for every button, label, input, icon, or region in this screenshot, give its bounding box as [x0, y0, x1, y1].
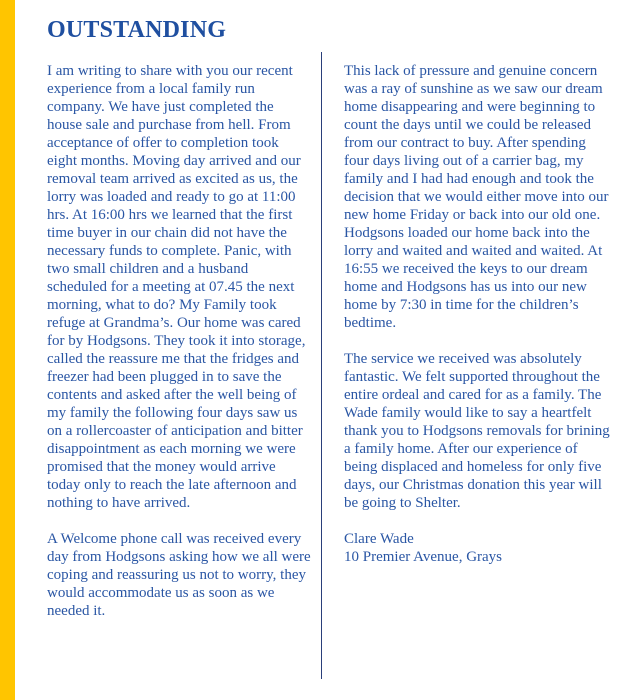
right-paragraph-2: The service we received was absolutely fantastic. We felt supported throughout the entire ordeal and cared for as a family. The Wade family would like to say a heartfelt thank you to Hodgsons removals for brining a family home. After our experience of being displaced and homeless for only five days, our Christmas donation this year will be going to Shelter.	[344, 351, 610, 511]
right-column	[344, 62, 610, 566]
accent-side-bar	[0, 0, 15, 700]
column-divider	[321, 52, 322, 679]
right-paragraph-1: This lack of pressure and genuine concern was a ray of sunshine as we saw our dream home disappearing and were beginning to count the days until we could be released from our contract to buy. After spending four days living out of a carrier bag, my family and I had had enough and took the decision that we would either move into our new home Friday or back into our old one. Hodgsons loaded our home back into the lorry and waited and waited and waited. At 16:55 we received the keys to our dream home and Hodgsons has us into our new home by 7:30 in time for the children’s bedtime.	[344, 63, 609, 331]
page-title: OUTSTANDING	[47, 17, 227, 43]
left-paragraph-1: I am writing to share with you our recent experience from a local family run company. We have just completed the house sale and purchase from hell. From acceptance of offer to completion took eight months. Moving day arrived and our removal team arrived as excited as us, the lorry was loaded and ready to go at 11:00 hrs. At 16:00 hrs we learned that the first time buyer in our chain did not have the necessary funds to complete. Panic, with two small children and a husband scheduled for a meeting at 07.45 the next morning, what to do? My Family took refuge at Grandma’s. Our home was cared for by Hodgsons. They took it into storage, called the reassure me that the fridges and freezer had been plugged in to save the contents and asked after the well being of my family the following four days saw us on a rollercoaster of anticipation and bitter disappointment as each morning we were promised that the money would arrive today only to reach the late afternoon and nothing to have arrived.	[47, 63, 306, 511]
signature-block	[344, 530, 610, 566]
signature-address: 10 Premier Avenue, Grays	[344, 549, 503, 565]
left-column	[47, 62, 311, 638]
left-paragraph-2: A Welcome phone call was received every day from Hodgsons asking how we all were coping and reassuring us not to worry, they would accommodate us as soon as we needed it.	[47, 531, 311, 619]
signature-name: Clare Wade	[344, 531, 414, 547]
